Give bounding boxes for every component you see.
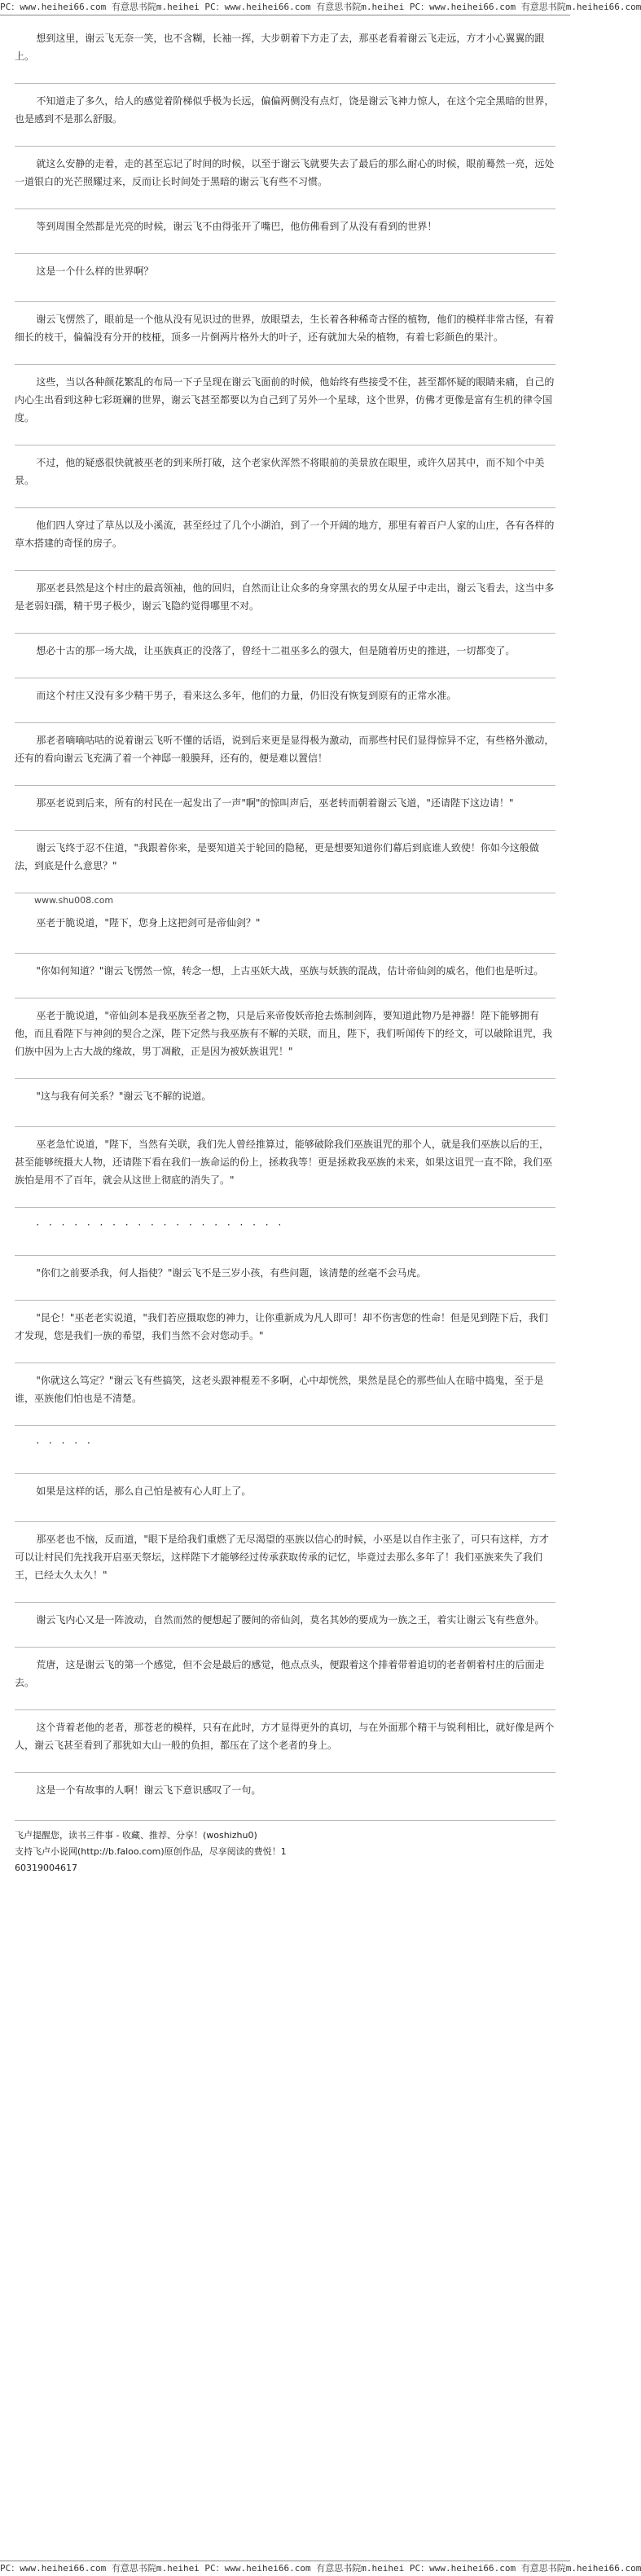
paragraph [15, 368, 555, 445]
paragraph-text: "这与我有何关系？"谢云飞不解的说道。 [36, 1091, 212, 1102]
paragraph-text: 谢云飞愣然了，眼前是一个他从没有见识过的世界，放眼望去，生长着各种稀奇古怪的植物，他们的模样非常古怪，有着细长的枝干，偏偏没有分开的枝桠，顶多一片倒两片格外大的叶子，还有就加大朵的植物，有着七彩颜色的果汁。 [15, 314, 555, 343]
paragraph-text: 那巫老县然是这个村庄的最高领袖，他的回归，自然而让让众多的身穿黑衣的男女从屋子中走出，谢云飞看去，这当中多是老弱妇孺，精干男子极少，谢云飞隐约觉得哪里不对。 [15, 582, 555, 612]
paragraph [15, 150, 555, 209]
paragraph-text: 这是一个有故事的人啊！谢云飞下意识感叹了一句。 [36, 1784, 261, 1796]
paragraph-text: 谢云飞终于忍不住道，"我跟着你来，是要知道关于轮回的隐秘，更是想要知道你们幕后到底谁人致使！你如今这般做法，到底是什么意思？" [15, 842, 539, 871]
chapter-footer [15, 1828, 555, 1876]
support-link[interactable]: 支持飞卢小说网(http://b.faloo.com)原创作品，尽享阅读的费悦！1 [15, 1846, 287, 1857]
paragraph [15, 1525, 555, 1603]
paragraph [15, 1082, 555, 1127]
paragraph [15, 87, 555, 147]
paragraph-text: 巫老于脆说道，"陛下，您身上这把剑可是帝仙剑？" [36, 917, 261, 928]
paragraph [15, 682, 555, 723]
paragraph [15, 957, 555, 998]
paragraph [15, 1776, 555, 1821]
paragraph-text: 等到周围全然都是光亮的时候，谢云飞不由得张开了嘴巴，他仿佛看到了从没有看到的世界！ [36, 221, 437, 232]
paragraph-text: 谢云飞内心又是一阵波动，自然而然的便想起了腰间的帝仙剑，莫名其妙的要成为一族之王，着实让谢云飞有些意外。 [36, 1614, 545, 1626]
paragraph [15, 1130, 555, 1208]
chapter-content [15, 24, 555, 1876]
paragraph-text: "昆仑！"巫老老实说道，"我们若应摄取您的神力，让你重新成为凡人即可！却不伤害您的性命！但是见到陛下后，我们才发现，您是我们一族的希望，我们当然不会对您动手。" [15, 1312, 548, 1341]
paragraph [15, 1651, 555, 1710]
paragraph [15, 1714, 555, 1773]
paragraph-text: "你们之前要杀我，何人指使？"谢云飞不是三岁小孩，有些问题，该清楚的丝毫不会马虎。 [36, 1267, 427, 1279]
paragraph-text: 那巫老说到后来，所有的村民在一起发出了一声"啊"的惊叫声后，巫老转而朝着谢云飞道，"还请陛下这边请！" [36, 797, 514, 809]
paragraph [15, 305, 555, 365]
paragraph [15, 213, 555, 254]
paragraph-text: 不知道走了多久，给人的感觉着阶梯似乎极为长远，偏偏两侧没有点灯，饶是谢云飞神力惊人，在这个完全黑暗的世界，也是感到不是那么舒服。 [15, 95, 555, 125]
paragraph-text: 想必十古的那一场大战，让巫族真正的没落了，曾经十二祖巫多么的强大，但是随着历史的推进，一切都变了。 [36, 645, 516, 656]
bottom-watermark-bar: PC：www.heihei66.com 有意思书院m.heihei PC：www.heihei66.com 有意思书院m.heihei PC：www.heihei66.com 有意思书院m.heihei66.com [0, 2561, 570, 2576]
paragraph-text: 那老者嘀嘀咕咕的说着谢云飞听不懂的话语，说到后来更是显得极为激动，而那些村民们显得惊异不定，有些格外激动，还有的看向谢云飞充满了着一个神邸一般膜拜，还有的，便是难以置信！ [15, 735, 555, 764]
reading-tip: 飞卢提醒您，读书三件事 - 收藏、推荐、分享！(woshizhu0) [15, 1830, 257, 1841]
paragraph-text: 如果是这样的话，那么自己怕是被有心人盯上了。 [36, 1485, 252, 1497]
paragraph [15, 1367, 555, 1426]
paragraph [15, 1304, 555, 1363]
paragraph [15, 637, 555, 678]
paragraph [15, 574, 555, 634]
paragraph-text: 而这个村庄又没有多少精干男子，看来这么多年，他们的力量，仍旧没有恢复到原有的正常水准。 [36, 690, 457, 701]
paragraph [15, 789, 555, 831]
top-watermark-bar: PC：www.heihei66.com 有意思书院m.heihei PC：www.heihei66.com 有意思书院m.heihei PC：www.heihei66.com 有意思书院m.heihei66.com [0, 0, 570, 15]
paragraph [15, 24, 555, 84]
paragraph-text: 不过，他的疑惑很快就被巫老的到来所打破，这个老家伙浑然不将眼前的美景放在眼里，或许久居其中，而不知个中美景。 [15, 457, 545, 486]
paragraph-text: 荒唐，这是谢云飞的第一个感觉，但不会是最后的感觉，他点点头，便跟着这个排着带着追切的老者朝着村庄的后面走去。 [15, 1659, 545, 1688]
paragraph [15, 1259, 555, 1301]
paragraph-text: "你如何知道？"谢云飞愣然一惊，转念一想，上古巫妖大战，巫族与妖族的混战，估计帝仙剑的威名，他们也是听过。 [36, 965, 544, 976]
ellipsis-separator [15, 1429, 555, 1474]
paragraph [15, 1002, 555, 1079]
paragraph [15, 909, 555, 954]
ellipsis-separator [15, 1211, 555, 1256]
paragraph [15, 511, 555, 571]
paragraph-text: "你就这么笃定？"谢云飞有些搞笑，这老头跟神棍差不多啊，心中却恍然，果然是昆仑的那些仙人在暗中捣鬼，至于是谁，巫族他们怕也是不清楚。 [15, 1375, 544, 1404]
paragraph-text: 巫老于脆说道，"帝仙剑本是我巫族至者之物，只是后来帝俊妖帝抢去炼制剑阵，要知道此物乃是神器！陛下能够拥有他，而且看陛下与神剑的契合之深，陛下定然与我巫族有不解的关联，而且，陛下，我们听闻传下的经文，可以破除诅咒，我们族中因为上古大战的缘故，男丁凋敝，正是因为被妖族诅咒！" [15, 1010, 553, 1057]
paragraph [15, 1606, 555, 1648]
ellipsis-text: · · · · · · · · · · · · · · · · · · · · [36, 1219, 285, 1231]
paragraph-text: 那巫老也不恼，反而道，"眼下是给我们重燃了无尽渴望的巫族以信心的时候，小巫是以自作主张了，可只有这样，方才可以让村民们先找我开启巫天祭坛，这样陛下才能够经过传承获取传承的记忆，毕竟过去那么多年了！我们巫族来失了我们王，已经太久太久！" [15, 1534, 549, 1581]
paragraph [15, 449, 555, 508]
paragraph-text: 这个背着老他的老者，那苍老的模样，只有在此时，方才显得更外的真切，与在外面那个精干与锐利相比，就好像是两个人，谢云飞甚至看到了那犹如大山一般的负担，都压在了这个老者的身上。 [15, 1722, 555, 1751]
paragraph-text: 就这么安静的走着，走的甚至忘记了时间的时候，以至于谢云飞就要失去了最后的那么耐心的时候，眼前蓦然一亮，远处一道银白的光芒照耀过来，反而让长时间处于黑暗的谢云飞有些不习惯。 [15, 158, 555, 187]
ellipsis-text: · · · · · [36, 1437, 94, 1449]
paragraph-text: 巫老急忙说道，"陛下，当然有关联，我们先人曾经推算过，能够破除我们巫族诅咒的那个人，就是我们巫族以后的王，甚至能够统摄大人物，还请陛下看在我们一族命运的份上，拯救我等！更是拯救我巫族的未来，如果这诅咒一直不除，我们巫族怕是用不了百年，就会从这世上彻底的消失了。" [15, 1139, 553, 1186]
source-watermark: www.shu008.com [34, 895, 114, 906]
paragraph [15, 1477, 555, 1522]
paragraph [15, 726, 555, 786]
paragraph [15, 257, 555, 302]
paragraph-text: 他们四人穿过了草丛以及小溪流，甚至经过了几个小湖泊，到了一个开阔的地方，那里有着百户人家的山庄，各有各样的草木搭建的奇怪的房子。 [15, 520, 555, 549]
paragraph [15, 834, 555, 893]
paragraph-text: 这些，当以各种颜花繁乱的布局一下子呈现在谢云飞面前的时候，他始终有些接受不住，甚至都怀疑的眼睛来痛，自己的内心生出看到这种七彩斑斓的世界，谢云飞甚至都要以为自己到了另外一个星球，这个世界，仿佛才更像是富有生机的律令国度。 [15, 376, 555, 423]
paragraph-text: 这是一个什么样的世界啊？ [36, 265, 154, 277]
paragraph-text: 想到这里，谢云飞无奈一笑，也不含糊，长袖一挥，大步朝着下方走了去，那巫老看着谢云飞走远，方才小心翼翼的跟上。 [15, 33, 545, 62]
footer-id: 60319004617 [15, 1863, 77, 1873]
